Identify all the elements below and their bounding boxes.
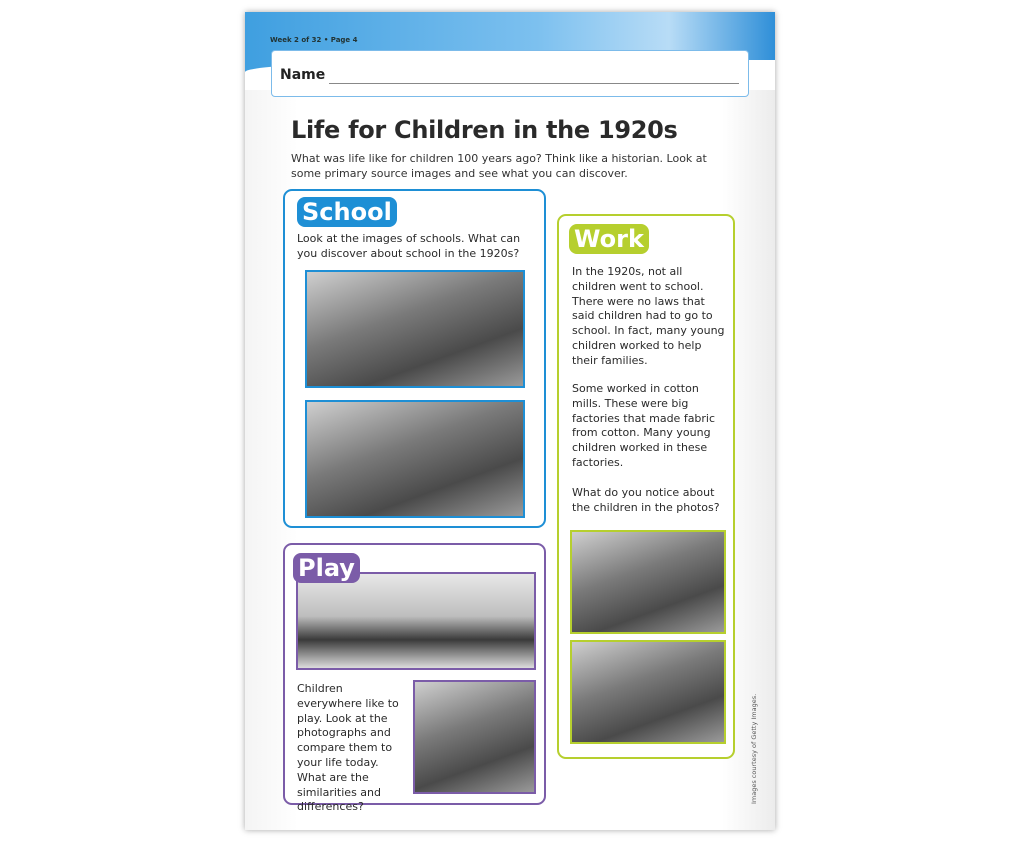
work-section xyxy=(557,214,735,759)
school-photo-2 xyxy=(305,400,525,518)
work-photo-1 xyxy=(570,530,726,634)
play-photo-sledding xyxy=(296,572,536,670)
week-page: Week 2 of 32 • Page 4 xyxy=(270,36,358,44)
school-label: School xyxy=(297,197,397,227)
work-photo-2 xyxy=(570,640,726,744)
image-credit: Images courtesy of Getty Images. xyxy=(750,693,758,804)
name-label: Name xyxy=(280,67,326,83)
work-question: What do you notice about the children in the photos? xyxy=(572,486,720,514)
school-photo-1 xyxy=(305,270,525,388)
play-photo-children xyxy=(413,680,536,794)
name-box xyxy=(271,50,749,97)
intro-text: What was life like for children 100 years ago? Think like a historian. Look at some primary source images and see what you can discover. xyxy=(291,152,707,180)
play-text: Children everywhere like to play. Look at the photographs and compare them to your life today. What are the similarities and differences? xyxy=(297,682,399,814)
worksheet-page xyxy=(245,12,775,830)
play-section xyxy=(283,543,546,814)
work-paragraph-2: Some worked in cotton mills. These were big factories that made fabric from cotton. Many young children worked in these factories. xyxy=(572,382,716,469)
school-section xyxy=(283,189,546,528)
name-line xyxy=(329,83,739,84)
school-text: Look at the images of schools. What can you discover about school in the 1920s? xyxy=(297,232,521,260)
work-label: Work xyxy=(569,224,649,254)
work-paragraph-1: In the 1920s, not all children went to school. There were no laws that said children had to go to school. In fact, many young children worked to help their families. xyxy=(572,265,725,367)
play-label: Play xyxy=(293,553,360,583)
page-title: Life for Children in the 1920s xyxy=(291,116,678,144)
